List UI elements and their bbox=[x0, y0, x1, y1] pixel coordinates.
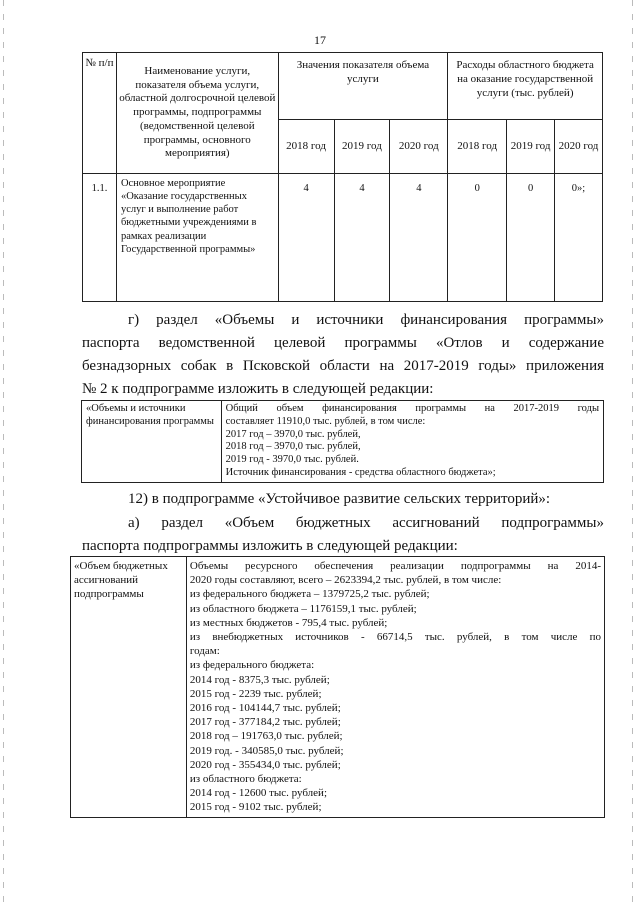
budget-line: 2017 год - 377184,2 тыс. рублей; bbox=[189, 716, 341, 729]
financing-line: Источник финансирования - средства областного бюджета»; bbox=[225, 466, 496, 478]
budget-line: 2018 год – 191763,0 тыс. рублей; bbox=[189, 730, 343, 743]
financing-content bbox=[221, 401, 603, 483]
budget-line: 2020 год - 355434,0 тыс. рублей; bbox=[189, 758, 341, 771]
budget-line: Объемы ресурсного обеспечения реализации подпрограммы на 2014- bbox=[189, 560, 601, 572]
financing-line: 2017 год – 3970,0 тыс. рублей, bbox=[225, 428, 361, 440]
paragraph-g-line3: безнадзорных собак в Псковской области на 2017-2019 годы» приложения bbox=[82, 358, 604, 374]
budget-line: из местных бюджетов - 795,4 тыс. рублей; bbox=[189, 616, 388, 629]
budget-line: 2016 год - 104144,7 тыс. рублей; bbox=[189, 702, 341, 715]
row-num: 1.1. bbox=[83, 174, 117, 302]
financing-line: 2018 год – 3970,0 тыс. рублей, bbox=[225, 441, 361, 453]
services-table bbox=[82, 52, 603, 302]
budget-line: из областного бюджета: bbox=[189, 773, 302, 786]
budget-line: из внебюджетных источников - 66714,5 тыс. рублей, в том числе по bbox=[189, 631, 601, 644]
row-cell: 4 bbox=[334, 174, 390, 302]
paragraph-g-line1: г) раздел «Объемы и источники финансирования программы» bbox=[128, 312, 604, 328]
year-header: 2018 год bbox=[448, 120, 507, 174]
budget-line: из областного бюджета – 1176159,1 тыс. рублей; bbox=[189, 602, 417, 615]
financing-label: «Объемы и источники финансирования программы bbox=[82, 401, 222, 483]
header-num: № п/п bbox=[83, 53, 117, 174]
row-cell: 4 bbox=[390, 174, 448, 302]
budget-content bbox=[186, 557, 604, 818]
header-name: Наименование услуги, показателя объема услуги, областной долгосрочной целевой программы, подпрограммы (ведомственной целевой программы, основного мероприятия) bbox=[116, 53, 278, 174]
year-header: 2020 год bbox=[390, 120, 448, 174]
page-number: 17 bbox=[314, 33, 326, 47]
scan-edge-left bbox=[3, 0, 4, 905]
financing-line: 2019 год - 3970,0 тыс. рублей. bbox=[225, 454, 359, 466]
row-cell: 0»; bbox=[555, 174, 603, 302]
year-header: 2018 год bbox=[278, 120, 334, 174]
financing-line: Общий объем финансирования программы на 2017-2019 годы bbox=[225, 403, 599, 414]
subprogram-budget-table bbox=[70, 556, 605, 818]
budget-line: 2020 годы составляют, всего – 2623394,2 тыс. рублей, в том числе: bbox=[189, 574, 502, 587]
row-cell: 0 bbox=[507, 174, 555, 302]
budget-line: 2015 год - 9102 тыс. рублей; bbox=[189, 801, 322, 814]
financing-table bbox=[81, 400, 604, 483]
header-values: Значения показателя объема услуги bbox=[278, 53, 448, 120]
budget-line: из федерального бюджета – 1379725,2 тыс. рублей; bbox=[189, 588, 430, 601]
table-row bbox=[83, 174, 603, 302]
budget-line: 2019 год. - 340585,0 тыс. рублей; bbox=[189, 744, 344, 757]
budget-line: 2014 год - 12600 тыс. рублей; bbox=[189, 787, 327, 800]
year-header: 2020 год bbox=[555, 120, 603, 174]
budget-line: из федерального бюджета: bbox=[189, 659, 315, 672]
row-cell: 0 bbox=[448, 174, 507, 302]
budget-line: 2015 год - 2239 тыс. рублей; bbox=[189, 687, 322, 700]
paragraph-g-line2: паспорта ведомственной целевой программы «Отлов и содержание bbox=[82, 335, 604, 351]
budget-line: 2014 год - 8375,3 тыс. рублей; bbox=[189, 673, 330, 686]
budget-line: годам: bbox=[189, 645, 220, 658]
header-costs: Расходы областного бюджета на оказание государственной услуги (тыс. рублей) bbox=[448, 53, 603, 120]
financing-line: составляет 11910,0 тыс. рублей, в том числе: bbox=[225, 415, 426, 427]
row-name: Основное мероприятие «Оказание государственных услуг и выполнение работ бюджетными учреждениями в рамках реализации Государственной программы» bbox=[116, 174, 278, 302]
year-header: 2019 год bbox=[507, 120, 555, 174]
year-header: 2019 год bbox=[334, 120, 390, 174]
scan-edge-right bbox=[632, 0, 633, 905]
row-cell: 4 bbox=[278, 174, 334, 302]
paragraph-g-line4: № 2 к подпрограмме изложить в следующей редакции: bbox=[82, 381, 434, 397]
paragraph-a-line1: а) раздел «Объем бюджетных ассигнований подпрограммы» bbox=[128, 515, 604, 531]
budget-label: «Объем бюджетных ассигнований подпрограммы bbox=[71, 557, 187, 818]
paragraph-a-line2: паспорта подпрограммы изложить в следующей редакции: bbox=[82, 538, 458, 554]
paragraph-12: 12) в подпрограмме «Устойчивое развитие сельских территорий»: bbox=[128, 491, 551, 507]
